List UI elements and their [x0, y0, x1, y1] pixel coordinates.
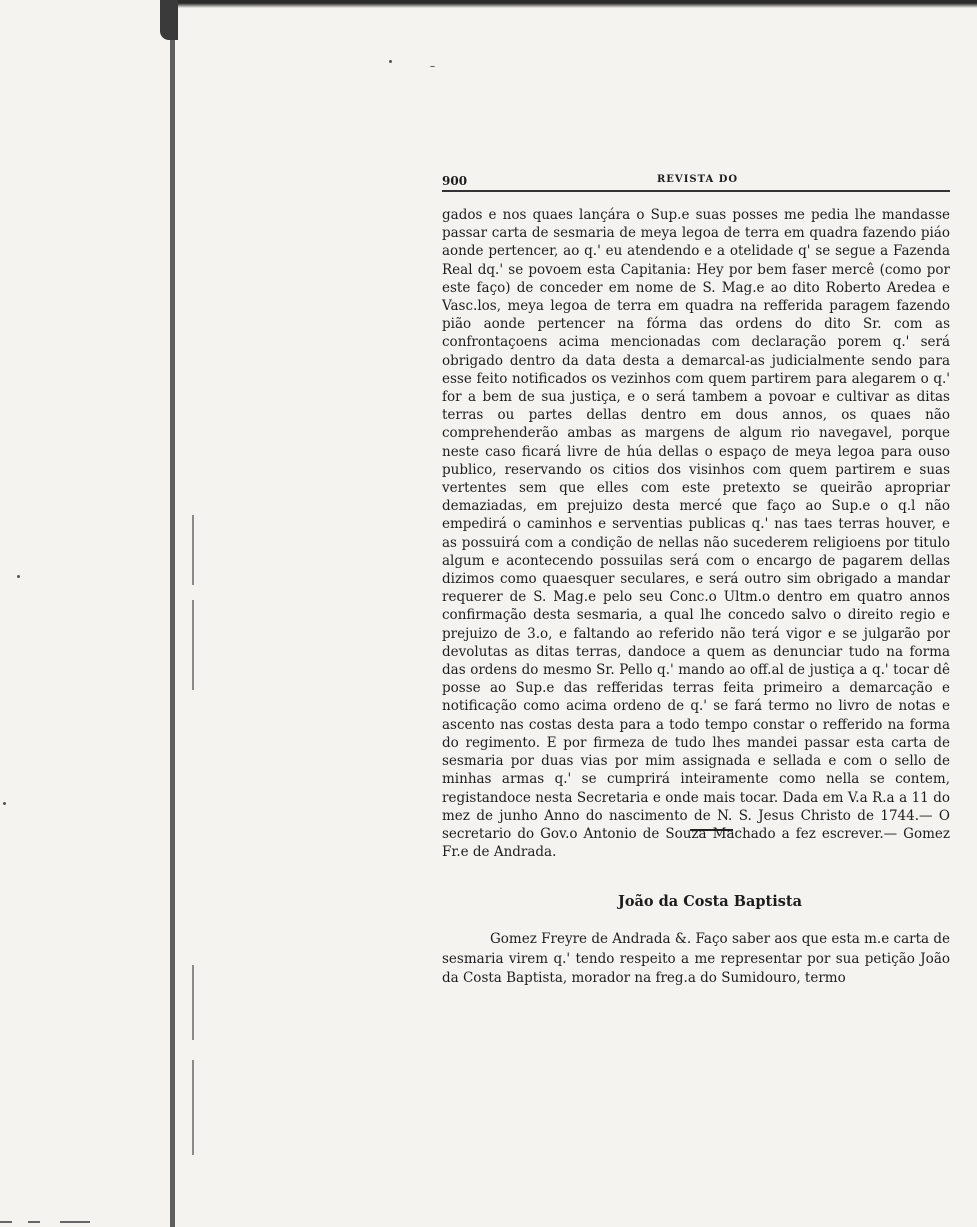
body-paragraph: gados e nos quaes lançára o Sup.e suas posses me pedia lhe mandasse passar carta de sesmaria de meya legoa de terra em quadra fazendo piáo aonde pertencer, ao q.' eu atendendo e a otelidade q' se segue a Fazenda Real dq.' se povoem esta Capitania: Hey por bem faser mercê (como por este faço) de conceder em nome de S. Mag.e ao dito Roberto Aredea e Vasc.los, meya legoa de terra em quadra na refferida paragem fazendo pião aonde pertencer na fórma das ordens do dito Sr. com as confrontaçoens acima mencionadas com declaração porem q.' será obrigado dentro da data desta a demarcal-as judicialmente sendo para esse feito notificados os vezinhos com quem partirem para alegarem o q.' for a bem de sua justiça, e o será tambem a povoar e cultivar as ditas terras ou partes dellas dentro em dous annos, os quaes não comprehenderão ambas as margens de algum rio navegavel, porque neste caso ficará livre de húa dellas o espaço de meya legoa para ouso publico, reservando os citios dos visinhos com quem partirem e suas vertentes sem que elles com este pretexto se queirão apropriar demaziadas, em prejuizo desta mercé que faço ao Sup.e o q.l não empedirá o caminhos e serventias publicas q.' nas taes terras houver, e as possuirá com a condição de nellas não sucederem religioens por titulo algum e acontecendo possuilas será com o encargo de pagarem dellas dizimos como quaesquer seculares, e será outro sim obrigado a mandar requerer de S. Mag.e pelo seu Conc.o Ultm.o dentro em quatro annos confirmação desta sesmaria, a qual lhe concedo salvo o direito regio e prejuizo de 3.o, e faltando ao referido não terá vigor e se julgarão por devolutas as ditas terras, dandoce a quem as denunciar tudo na forma das ordens do mesmo Sr. Pello q.' mando ao off.al de justiça a q.' tocar dê posse ao Sup.e das refferidas terras feita primeiro a demarcação e notificação como acima ordeno de q.' se fará termo no livro de notas e ascento nas costas desta para a todo tempo constar o refferido na forma do regimento. E por firmeza de tudo lhes mandei passar esta carta de sesmaria por duas vias por mim assignada e sellada e com o sello de minhas armas q.' se cumprirá inteiramente como nella se contem, registandoce nesta Secretaria e onde mais tocar. Dada em V.a R.a a 11 do mez de junho Anno do nascimento de N. S. Jesus Christo de 1744.— O secretario do Gov.o Antonio de Souza Machado a fez escrever.— Gomez Fr.e de Andrada. — [442, 207, 950, 861]
scan-edge-notch — [160, 0, 178, 40]
section-divider — [690, 829, 733, 831]
scan-edge-left — [170, 0, 175, 1227]
scan-edge-top — [168, 0, 977, 8]
section-paragraph: Gomez Freyre de Andrada &. Faço saber aos que esta m.e carta de sesmaria virem q.' tendo respeito a me representar por sua petição João da Costa Baptista, morador na freg.a do Sumidouro, termo — [442, 931, 950, 986]
scan-speck — [389, 60, 392, 63]
gutter-mark — [192, 515, 194, 585]
header-rule — [442, 190, 950, 192]
section-heading: João da Costa Baptista — [618, 893, 802, 910]
gutter-mark — [192, 965, 194, 1040]
scan-speck — [430, 66, 435, 67]
scan-mark — [60, 1221, 90, 1223]
gutter-mark — [192, 1060, 194, 1155]
scan-mark — [28, 1221, 40, 1223]
running-title: REVISTA DO — [657, 174, 739, 185]
page-number: 900 — [442, 174, 468, 188]
gutter-mark — [192, 600, 194, 690]
page-header — [442, 174, 950, 194]
scan-mark — [0, 1221, 12, 1223]
scan-speck — [17, 575, 20, 578]
scan-speck — [3, 802, 6, 805]
